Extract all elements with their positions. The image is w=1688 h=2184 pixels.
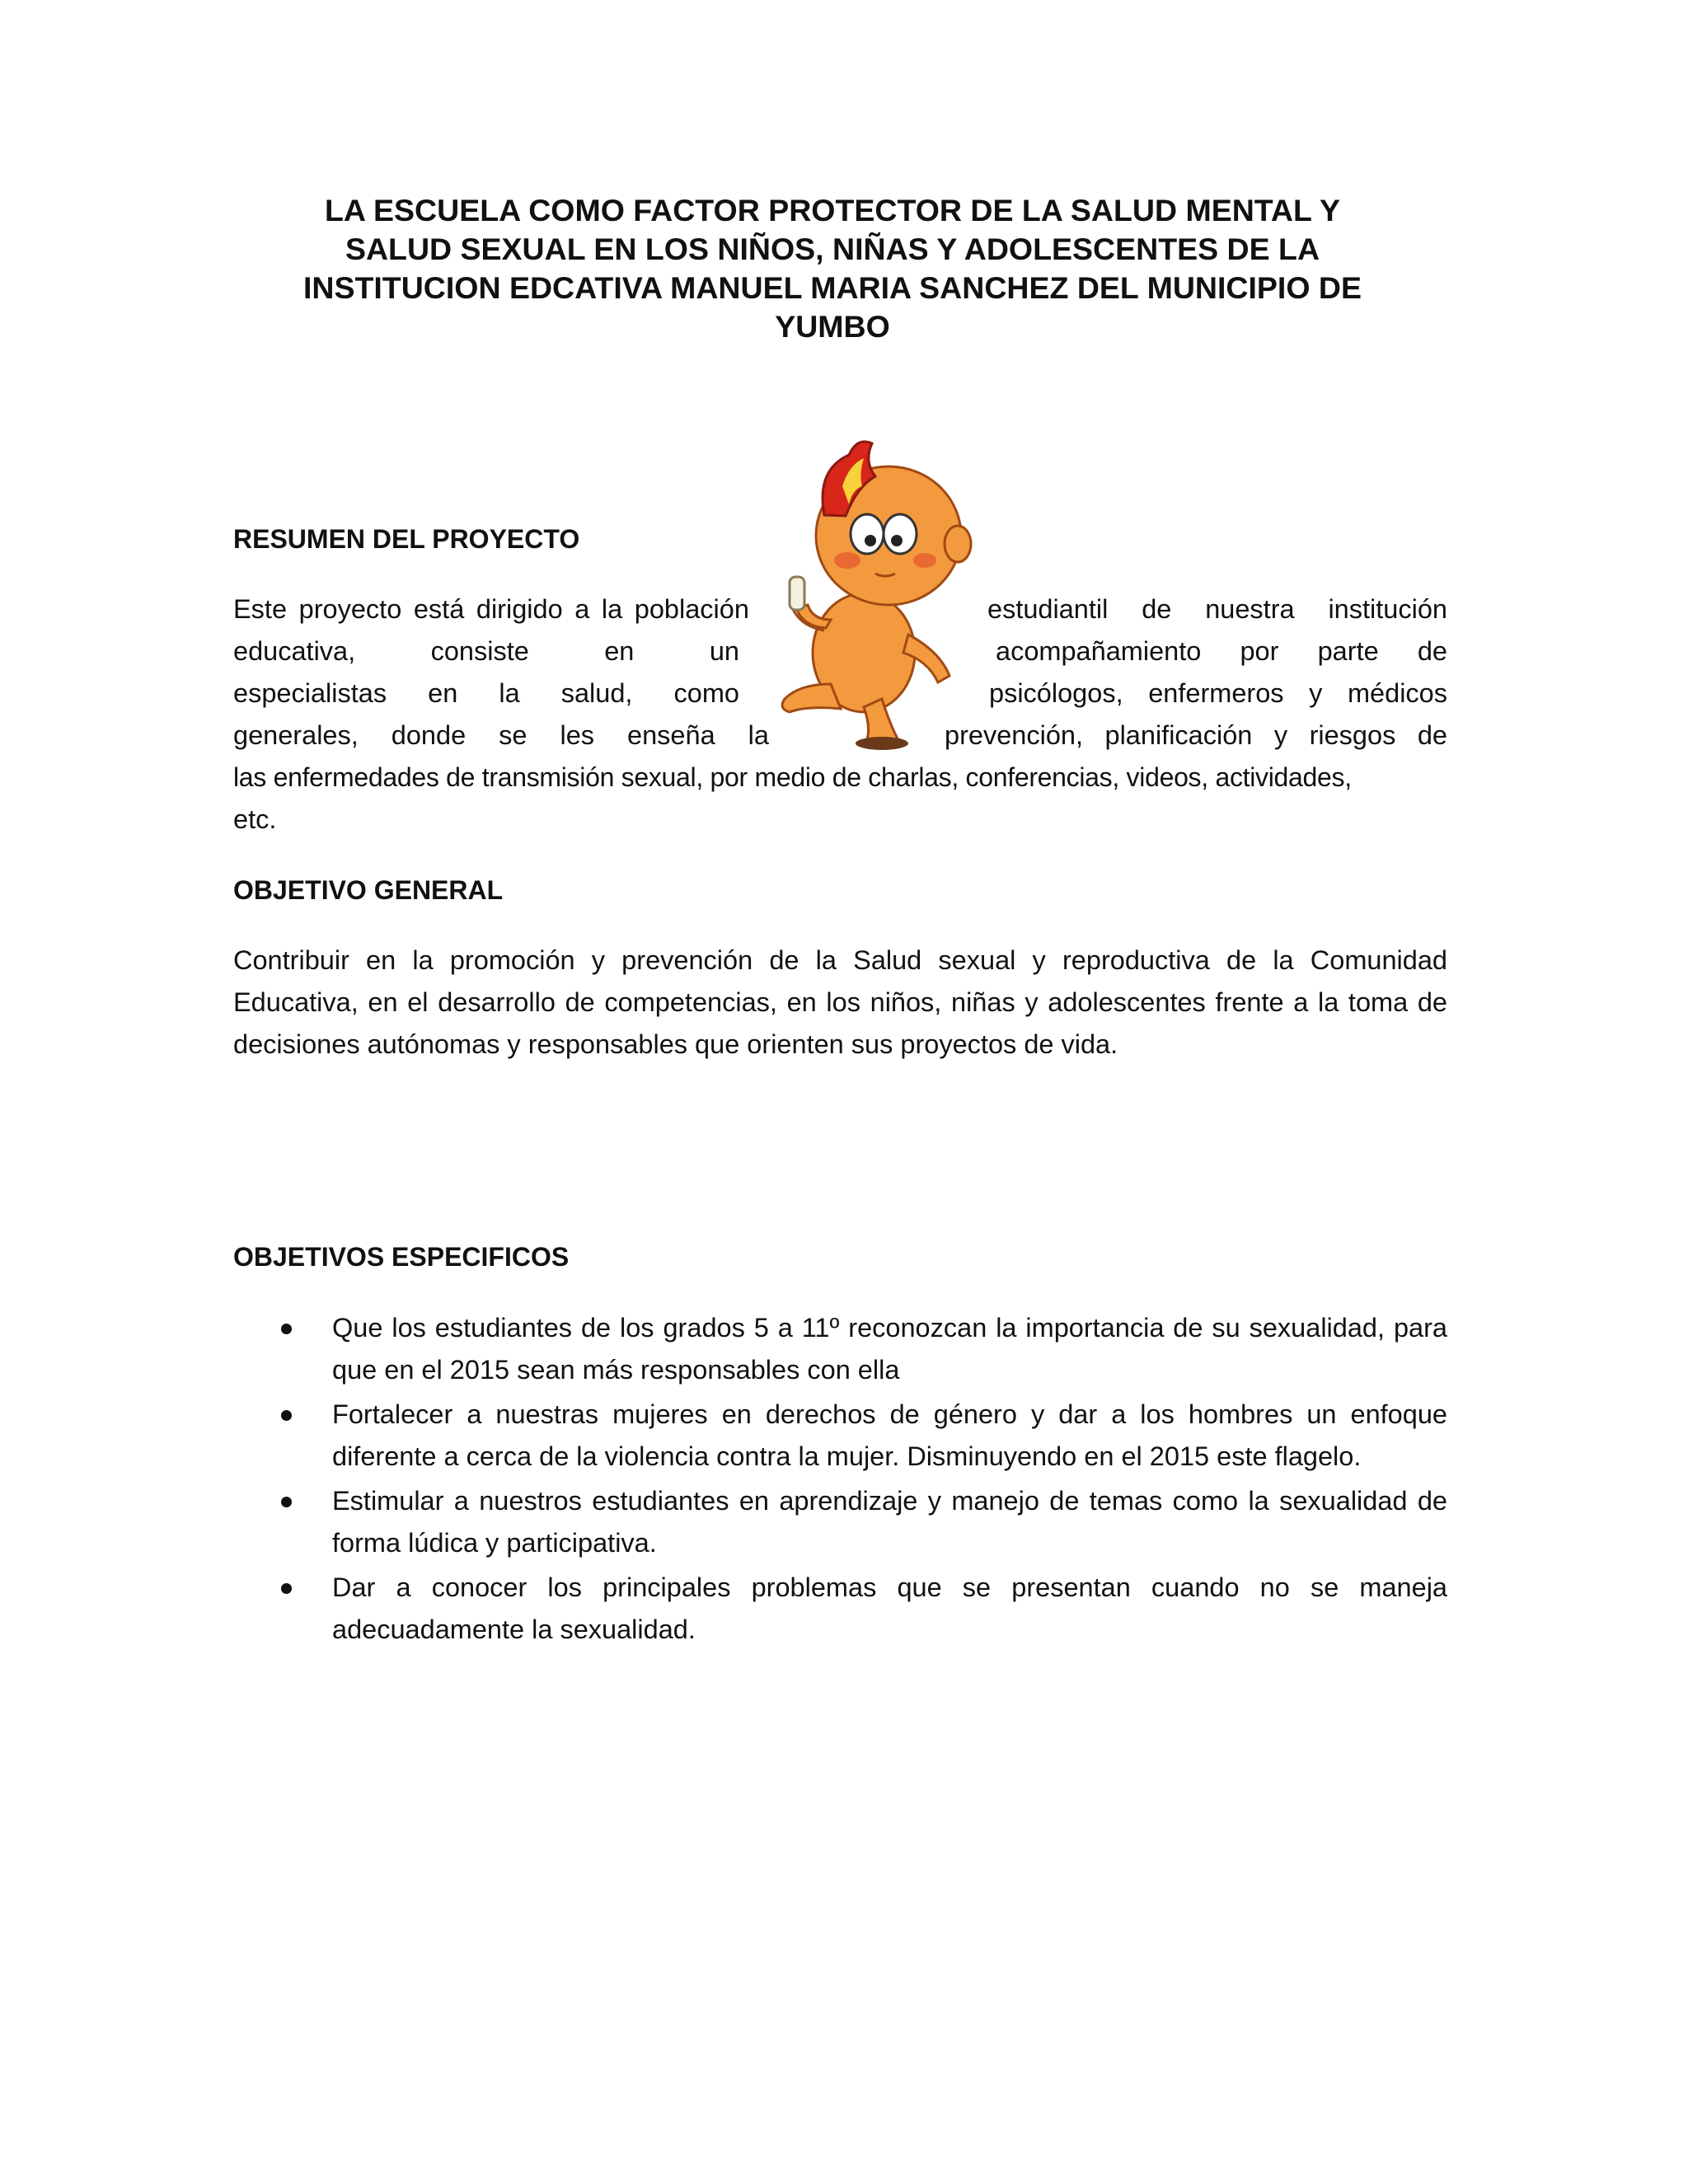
list-item: Que los estudiantes de los grados 5 a 11º reconozcan la importancia de su sexualidad, para que en el 2015 sean más responsables con ella: [233, 1307, 1447, 1391]
mascot-eye-left: [851, 514, 884, 554]
list-item: Dar a conocer los principales problemas que se presentan cuando no se maneja adecuadamente la sexualidad.: [233, 1567, 1447, 1651]
resumen-line-1-left: Este proyecto está dirigido a la población: [233, 594, 749, 624]
list-item: Estimular a nuestros estudiantes en aprendizaje y manejo de temas como la sexualidad de forma lúdica y participativa.: [233, 1480, 1447, 1564]
resumen-line-1-right: estudiantil de nuestra institución: [987, 594, 1447, 624]
resumen-line-3-left: especialistas en la salud, como: [233, 678, 739, 708]
resumen-line-6: etc.: [233, 804, 277, 834]
bullet-icon: [281, 1583, 292, 1594]
resumen-heading: RESUMEN DEL PROYECTO: [233, 524, 580, 554]
title-line-1: LA ESCUELA COMO FACTOR PROTECTOR DE LA SALUD MENTAL Y: [325, 193, 1340, 227]
mascot-leg-left: [782, 684, 841, 712]
title-line-4: YUMBO: [775, 309, 890, 344]
objetivos-especificos-list: [233, 1307, 1447, 1653]
resumen-line-4-right: prevención, planificación y riesgos de: [945, 720, 1447, 750]
objetivos-especificos-heading: OBJETIVOS ESPECIFICOS: [233, 1242, 570, 1272]
resumen-line-4-left: generales, donde se les enseña la: [233, 720, 769, 750]
bullet-icon: [281, 1410, 292, 1421]
page-title: [231, 191, 1434, 346]
objetivo-general-text: Contribuir en la promoción y prevención de la Salud sexual y reproductiva de la Comunidad Educativa, en el desarrollo de competencias, en los niños, niñas y adolescentes frente a la toma de decisiones autónomas y responsables que orienten sus proyectos de vida.: [233, 945, 1447, 1059]
mascot-eye-right: [884, 514, 917, 554]
title-line-2: SALUD SEXUAL EN LOS NIÑOS, NIÑAS Y ADOLESCENTES DE LA: [345, 232, 1320, 266]
list-item: Fortalecer a nuestras mujeres en derechos de género y dar a los hombres un enfoque diferente a cerca de la violencia contra la mujer. Disminuyendo en el 2015 este flagelo.: [233, 1394, 1447, 1478]
resumen-line-5: las enfermedades de transmisión sexual, por medio de charlas, conferencias, videos, actividades,: [233, 762, 1352, 792]
resumen-line-3-right: psicólogos, enfermeros y médicos: [989, 678, 1447, 708]
mascot-bottle: [790, 577, 804, 610]
resumen-line-2-left: educativa, consiste en un: [233, 636, 739, 666]
bullet-icon: [281, 1497, 292, 1507]
resumen-line-2-right: acompañamiento por parte de: [996, 636, 1447, 666]
baby-mascot-illustration: [767, 437, 989, 750]
objetivo-general-heading: OBJETIVO GENERAL: [233, 875, 504, 905]
bullet-icon: [281, 1324, 292, 1334]
title-line-3: INSTITUCION EDCATIVA MANUEL MARIA SANCHEZ DEL MUNICIPIO DE: [302, 270, 1362, 305]
